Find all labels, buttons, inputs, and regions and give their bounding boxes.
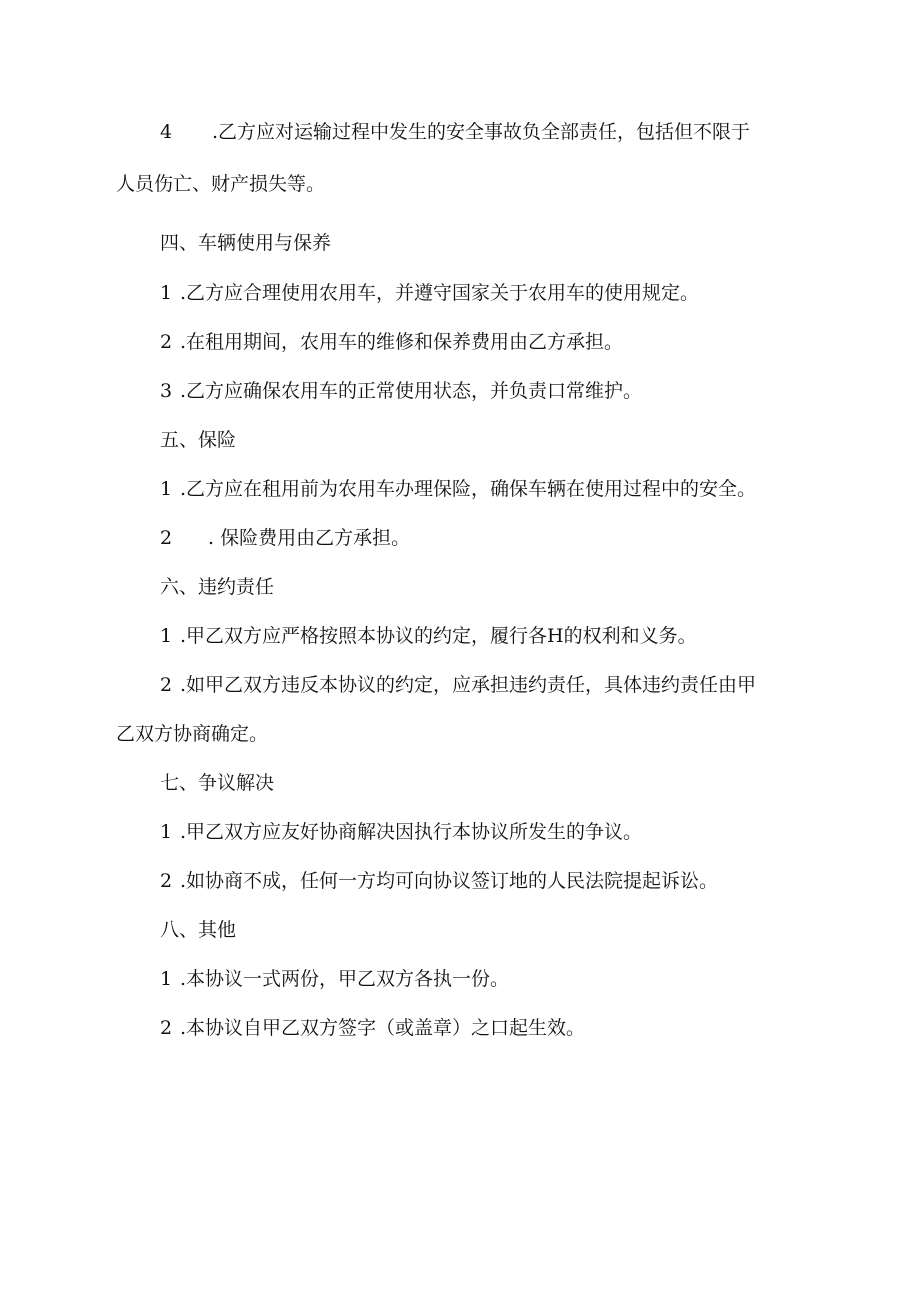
clause-text: .乙方应在租用前为农用车办理保险，确保车辆在使用过程中的安全。: [180, 478, 757, 500]
clause-7-1: [160, 820, 642, 844]
clause-3-4-continuation: [116, 172, 325, 196]
clause-text: .乙方应合理使用农用车，并遵守国家关于农用车的使用规定。: [180, 282, 700, 304]
clause-number: 1: [160, 968, 173, 990]
section-heading-4: [160, 231, 331, 255]
clause-6-2-continuation: [116, 722, 268, 746]
clause-number: 2: [160, 527, 173, 549]
clause-text: .乙方应对运输过程中发生的安全事故负全部责任，包括但不限于: [212, 121, 751, 143]
clause-6-2: [160, 673, 756, 697]
clause-number: 1: [160, 478, 173, 500]
clause-number: 3: [160, 380, 173, 402]
clause-8-2: [160, 1016, 585, 1040]
clause-4-3: [160, 379, 642, 403]
clause-4-1: [160, 281, 699, 305]
section-heading: 四、车辆使用与保养: [160, 232, 332, 254]
clause-text: 乙双方协商确定。: [116, 723, 269, 745]
clause-4-2: [160, 330, 623, 354]
clause-8-1: [160, 967, 509, 991]
section-heading: 六、违约责任: [160, 576, 275, 598]
clause-text: .本协议一式两份，甲乙双方各执一份。: [180, 968, 510, 990]
clause-text: .本协议自甲乙双方签字（或盖章）之口起生效。: [180, 1017, 586, 1039]
clause-number: 1: [160, 282, 173, 304]
section-heading-5: [160, 428, 236, 452]
clause-text: .乙方应确保农用车的正常使用状态，并负责口常维护。: [180, 380, 643, 402]
clause-text: . 保险费用由乙方承担。: [208, 527, 411, 549]
section-heading: 八、其他: [160, 919, 237, 941]
clause-7-2: [160, 869, 718, 893]
clause-text: .如甲乙双方违反本协议的约定，应承担违约责任，具体违约责任由甲: [180, 674, 757, 696]
clause-number: 1: [160, 625, 173, 647]
clause-text: .如协商不成，任何一方均可向协议签订地的人民法院提起诉讼。: [180, 870, 719, 892]
clause-number: 2: [160, 870, 173, 892]
section-heading: 五、保险: [160, 429, 237, 451]
clause-5-1: [160, 477, 756, 501]
clause-number: 1: [160, 821, 173, 843]
section-heading-6: [160, 575, 274, 599]
clause-number: 2: [160, 674, 173, 696]
clause-number: 2: [160, 1017, 173, 1039]
clause-3-4: [160, 120, 750, 144]
section-heading-7: [160, 771, 274, 795]
clause-number: 4: [160, 121, 173, 143]
clause-number: 2: [160, 331, 173, 353]
clause-5-2: [160, 526, 410, 550]
clause-6-1: [160, 624, 697, 648]
clause-text: .甲乙双方应严格按照本协议的约定，履行各H的权利和义务。: [180, 625, 697, 647]
clause-text: .在租用期间，农用车的维修和保养费用由乙方承担。: [180, 331, 624, 353]
section-heading: 七、争议解决: [160, 772, 275, 794]
clause-text: 人员伤亡、财产损失等。: [116, 173, 326, 195]
section-heading-8: [160, 918, 236, 942]
clause-text: .甲乙双方应友好协商解决因执行本协议所发生的争议。: [180, 821, 643, 843]
